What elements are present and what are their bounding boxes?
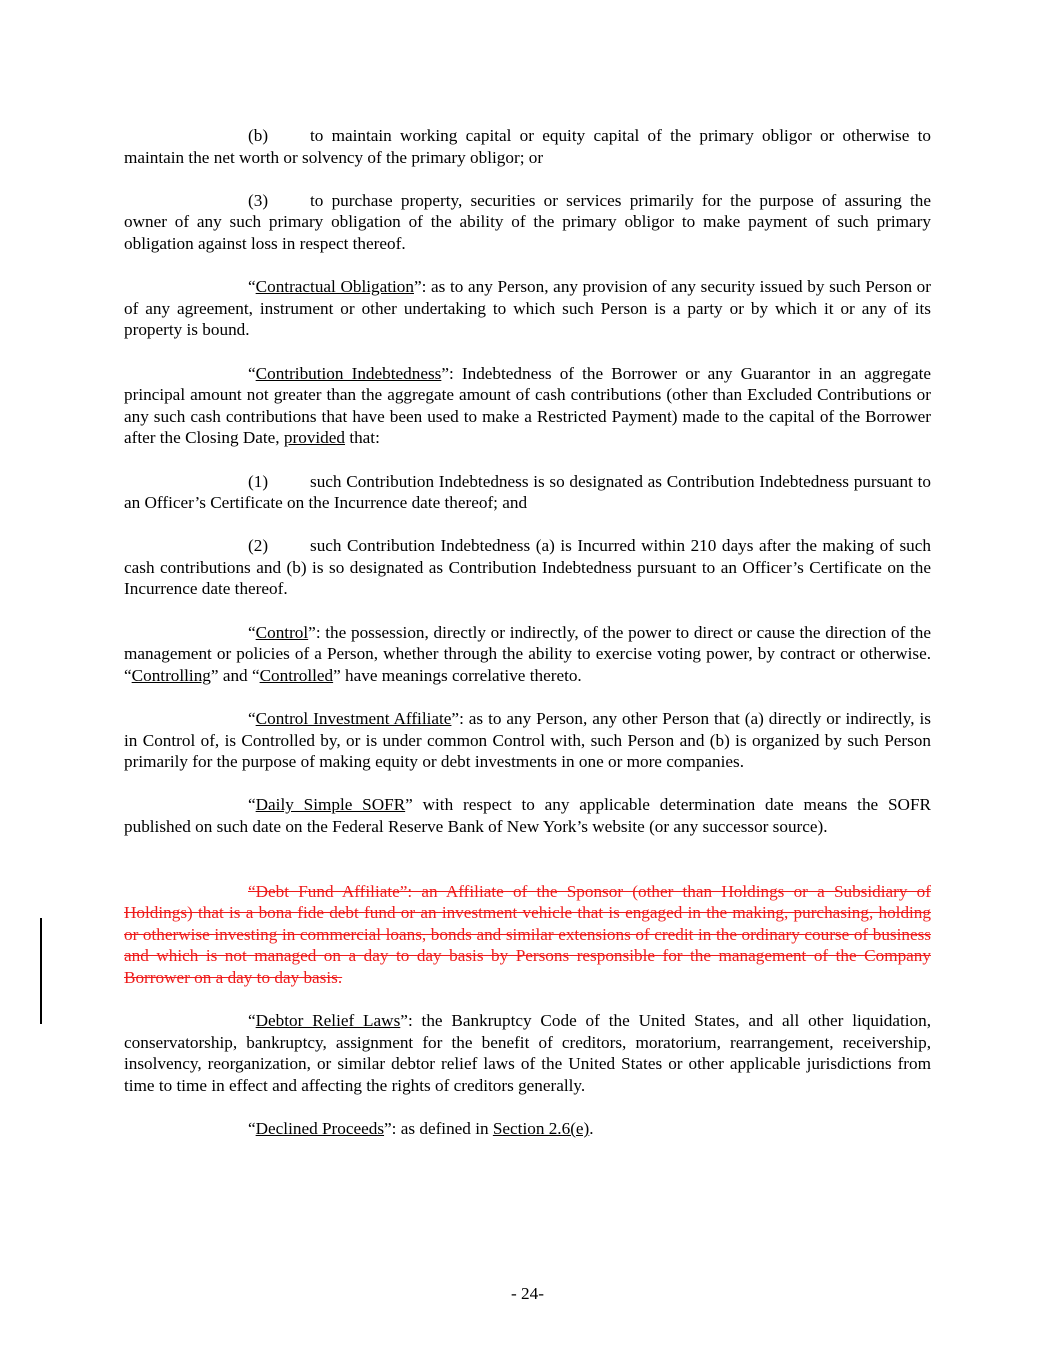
section-reference: Section 2.6(e) [492, 1119, 590, 1139]
definition-tail: that: [345, 428, 380, 448]
defined-term: Control [255, 622, 309, 642]
clause-text: to maintain working capital or equity capital of the primary obligor or otherwise to maintain the net worth or solvency of the primary obligor; or [124, 126, 931, 167]
document-page [124, 125, 931, 1161]
clause-number: (1) [248, 471, 269, 491]
clause-number: (b) [248, 126, 269, 145]
definition-daily-simple-sofr: “Daily Simple SOFR” with respect to any applicable determination date means the SOFR published on such date on the Federal Reserve Bank of New York’s website (or any successor source). [124, 795, 931, 836]
defined-term: Daily Simple SOFR [255, 795, 406, 815]
defined-term: Contribution Indebtedness [255, 363, 442, 383]
change-bar [40, 918, 42, 1024]
clause-text: such Contribution Indebtedness is so designated as Contribution Indebtedness pursuant to an Officer’s Certificate on the Incurrence date thereof; and [124, 471, 931, 513]
definition-debtor-relief-laws: “Debtor Relief Laws”: the Bankruptcy Code of the United States, and all other liquidation, conservatorship, bankruptcy, assignment for the benefit of creditors, moratorium, rearrangement, receivership, insolvency, reorganization, or similar debtor relief laws of the United States or other applicable jurisdictions from time to time in effect and affecting the rights of creditors generally. [124, 1011, 932, 1095]
definition-mid: ” and “ [210, 665, 260, 685]
defined-term: Control Investment Affiliate [255, 709, 452, 729]
defined-term: Contractual Obligation [255, 277, 414, 297]
definition-text: with respect to any applicable determination date means the SOFR published on such date on the Federal Reserve Bank of New York’s website (or any successor source). [124, 795, 931, 836]
clause-number: (3) [248, 190, 269, 210]
deleted-definition-debt-fund-affiliate [124, 881, 931, 989]
clause-1 [124, 471, 931, 514]
clause-text: such Contribution Indebtedness (a) is Incurred within 210 days after the making of such cash contributions and (b) is so designated as Contribution Indebtedness pursuant to an Officer’s Certificate on the Incurrence date thereof. [124, 536, 931, 599]
definition-contractual-obligation: “Contractual Obligation”: as to any Person, any provision of any security issued by such Person or of any agreement, instrument or other undertaking to which such Person is a party or by which it or any of its property is bound. [124, 277, 931, 340]
clause-2 [124, 535, 931, 600]
defined-term: Debtor Relief Laws [255, 1011, 401, 1031]
clause-number: (2) [248, 536, 269, 556]
controlling-term: Controlling [131, 665, 211, 685]
definition-contribution-indebtedness: “Contribution Indebtedness”: Indebtedness of the Borrower or any Guarantor in an aggregate principal amount not greater than the aggregate amount of cash contributions (other than Excluded Contributions or any such cash contributions that have been used to make a Restricted Payment) made to the capital of the Borrower after the Closing Date, provided that: [124, 363, 931, 448]
definition-control: “Control”: the possession, directly or indirectly, of the power to direct or cause the direction of the management or policies of a Person, whether through the ability to exercise voting power, by contract or otherwise. “Controlling” and “Controlled” have meanings correlative thereto. [124, 622, 931, 685]
definition-declined-proceeds: “Declined Proceeds”: as defined in Section 2.6(e). [248, 1119, 594, 1139]
deleted-text: “Debt Fund Affiliate”: an Affiliate of the Sponsor (other than Holdings or a Subsidiary of Holdings) that is a bona fide debt fund or an investment vehicle that is engaged in the making, purchasing, holding or otherwise investing in commercial loans, bonds and similar extensions of credit in the ordinary course of business and which is not managed on a day to day basis by Persons responsible for the management of the Company Borrower on a day to day basis. [124, 881, 931, 987]
provided-term: provided [283, 428, 346, 448]
definition-tail: ” have meanings correlative thereto. [333, 665, 582, 685]
definition-control-investment-affiliate: “Control Investment Affiliate”: as to any Person, any other Person that (a) directly or indirectly, is in Control of, is Controlled by, or is under common Control with, such Person and (b) is organized by such Person primarily for the purpose of making equity or debt investments in one or more companies. [124, 709, 931, 772]
definition-text: : the Bankruptcy Code of the United States, and all other liquidation, conservatorship, bankruptcy, assignment for the benefit of creditors, moratorium, rearrangement, receivership, insolvency, reorganization, or similar debtor relief laws of the United States or other applicable jurisdictions from time to time in effect and affecting the rights of creditors generally. [124, 1011, 932, 1095]
definition-tail: . [589, 1119, 594, 1139]
clause-3 [124, 190, 931, 255]
definition-text: : as to any Person, any provision of any security issued by such Person or of any agreement, instrument or other undertaking to which such Person is a party or by which it or any of its property is bound. [124, 277, 931, 340]
definition-text: : as to any Person, any other Person that (a) directly or indirectly, is in Control of, is Controlled by, or is under common Control with, such Person and (b) is organized by such Person primarily for the purpose of making equity or debt investments in one or more companies. [124, 709, 931, 772]
defined-term: Declined Proceeds [255, 1119, 385, 1139]
clause-text: to purchase property, securities or services primarily for the purpose of assuring the owner of any such primary obligation of the ability of the primary obligor to make payment of such primary obligation against loss in respect thereof. [124, 190, 931, 253]
controlled-term: Controlled [259, 665, 334, 685]
page-number: - 24- [511, 1284, 544, 1303]
definition-text: : Indebtedness of the Borrower or any Guarantor in an aggregate principal amount not greater than the aggregate amount of cash contributions (other than Excluded Contributions or any such cash contributions that have been used to make a Restricted Payment) made to the capital of the Borrower after the Closing Date, [124, 363, 931, 448]
definition-text: : as defined in [391, 1119, 493, 1139]
clause-b [124, 125, 931, 168]
definition-text: : the possession, directly or indirectly, of the power to direct or cause the direction of the management or policies of a Person, whether through the ability to exercise voting power, by contract or otherwise. “ [124, 622, 931, 685]
